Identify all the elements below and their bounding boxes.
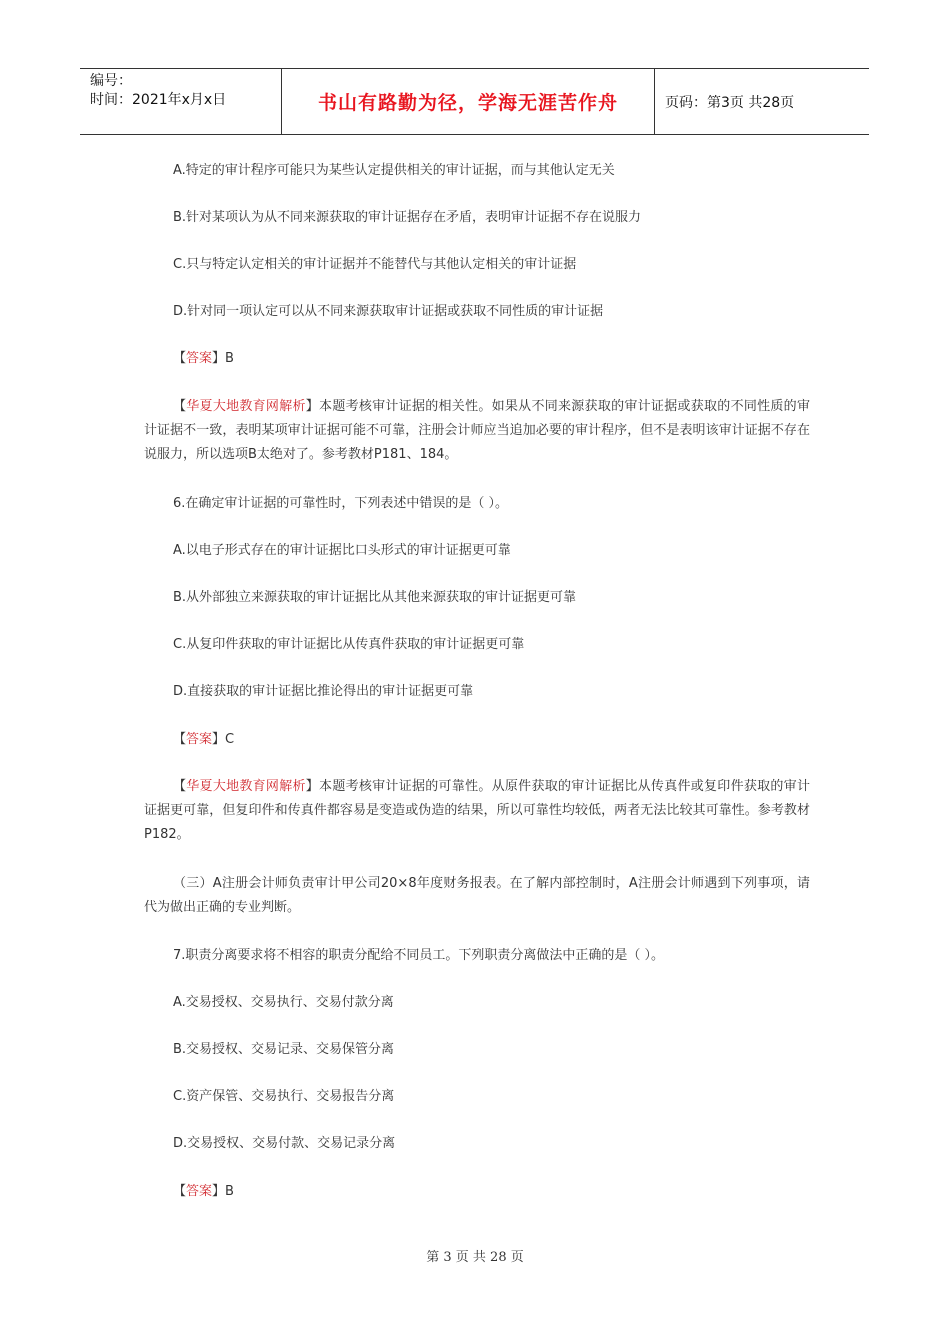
analysis-tag: 华夏大地教育网解析 — [186, 399, 306, 414]
q5-answer: 【答案】B — [173, 351, 234, 366]
analysis-text: 本题考核审计证据的可靠性。从原件获取的审计证据比从传真件或复印件获取的审计证据更可靠，但复印件和传真件都容易是变造或伪造的结果，所以可靠性均较低，两者无法比较其可靠性。参考教材P182。 — [144, 779, 810, 842]
serial-label: 编号： — [90, 73, 132, 89]
answer-tag: 答案 — [186, 1184, 213, 1199]
q5-option-a: A.特定的审计程序可能只为某些认定提供相关的审计证据，而与其他认定无关 — [173, 163, 615, 178]
header-meta — [80, 69, 281, 134]
header-page-label: 页码：第3页 共28页 — [665, 94, 795, 111]
q6-stem: 6.在确定审计证据的可靠性时，下列表述中错误的是（ ）。 — [173, 496, 509, 511]
section-three-intro: （三）A注册会计师负责审计甲公司20×8年度财务报表。在了解内部控制时，A注册会计师遇到下列事项，请代为做出正确的专业判断。 — [144, 876, 810, 915]
q7-answer: 【答案】B — [173, 1184, 234, 1199]
q7-option-b: B.交易授权、交易记录、交易保管分离 — [173, 1042, 395, 1057]
q5-option-b: B.针对某项认为从不同来源获取的审计证据存在矛盾，表明审计证据不存在说服力 — [173, 210, 642, 225]
q5-option-c: C.只与特定认定相关的审计证据并不能替代与其他认定相关的审计证据 — [173, 257, 577, 272]
answer-tag: 答案 — [186, 351, 213, 366]
answer-value: B — [225, 1184, 234, 1199]
analysis-tag: 华夏大地教育网解析 — [186, 779, 306, 794]
q6-analysis: 【华夏大地教育网解析】本题考核审计证据的可靠性。从原件获取的审计证据比从传真件或复印件获取的审计证据更可靠，但复印件和传真件都容易是变造或伪造的结果，所以可靠性均较低，两者无法比较其可靠性。参考教材P182。 — [144, 779, 810, 842]
time-label: 时间：2021年x月x日 — [90, 92, 227, 108]
header-motto: 书山有路勤为径，学海无涯苦作舟 — [281, 69, 655, 134]
q7-option-a: A.交易授权、交易执行、交易付款分离 — [173, 995, 394, 1010]
q6-option-b: B.从外部独立来源获取的审计证据比从其他来源获取的审计证据更可靠 — [173, 590, 577, 605]
answer-value: B — [225, 351, 234, 366]
answer-tag: 答案 — [186, 732, 213, 747]
q5-analysis: 【华夏大地教育网解析】本题考核审计证据的相关性。如果从不同来源获取的审计证据或获取的不同性质的审计证据不一致，表明某项审计证据可能不可靠，注册会计师应当追加必要的审计程序，但不是表明该审计证据不存在说服力，所以选项B太绝对了。参考教材P181、184。 — [144, 399, 810, 462]
q5-option-d: D.针对同一项认定可以从不同来源获取审计证据或获取不同性质的审计证据 — [173, 304, 604, 319]
answer-value: C — [225, 732, 235, 747]
page-header — [80, 68, 869, 135]
q6-answer: 【答案】C — [173, 732, 235, 747]
page-footer: 第 3 页 共 28 页 — [426, 1250, 524, 1265]
q6-option-d: D.直接获取的审计证据比推论得出的审计证据更可靠 — [173, 684, 474, 699]
q7-stem: 7.职责分离要求将不相容的职责分配给不同员工。下列职责分离做法中正确的是（ ）。 — [173, 948, 665, 963]
q7-option-d: D.交易授权、交易付款、交易记录分离 — [173, 1136, 396, 1151]
q7-option-c: C.资产保管、交易执行、交易报告分离 — [173, 1089, 395, 1104]
analysis-text: 本题考核审计证据的相关性。如果从不同来源获取的审计证据或获取的不同性质的审计证据不一致，表明某项审计证据可能不可靠，注册会计师应当追加必要的审计程序，但不是表明该审计证据不存在说服力，所以选项B太绝对了。参考教材P181、184。 — [144, 399, 810, 462]
q6-option-c: C.从复印件获取的审计证据比从传真件获取的审计证据更可靠 — [173, 637, 525, 652]
q6-option-a: A.以电子形式存在的审计证据比口头形式的审计证据更可靠 — [173, 543, 511, 558]
